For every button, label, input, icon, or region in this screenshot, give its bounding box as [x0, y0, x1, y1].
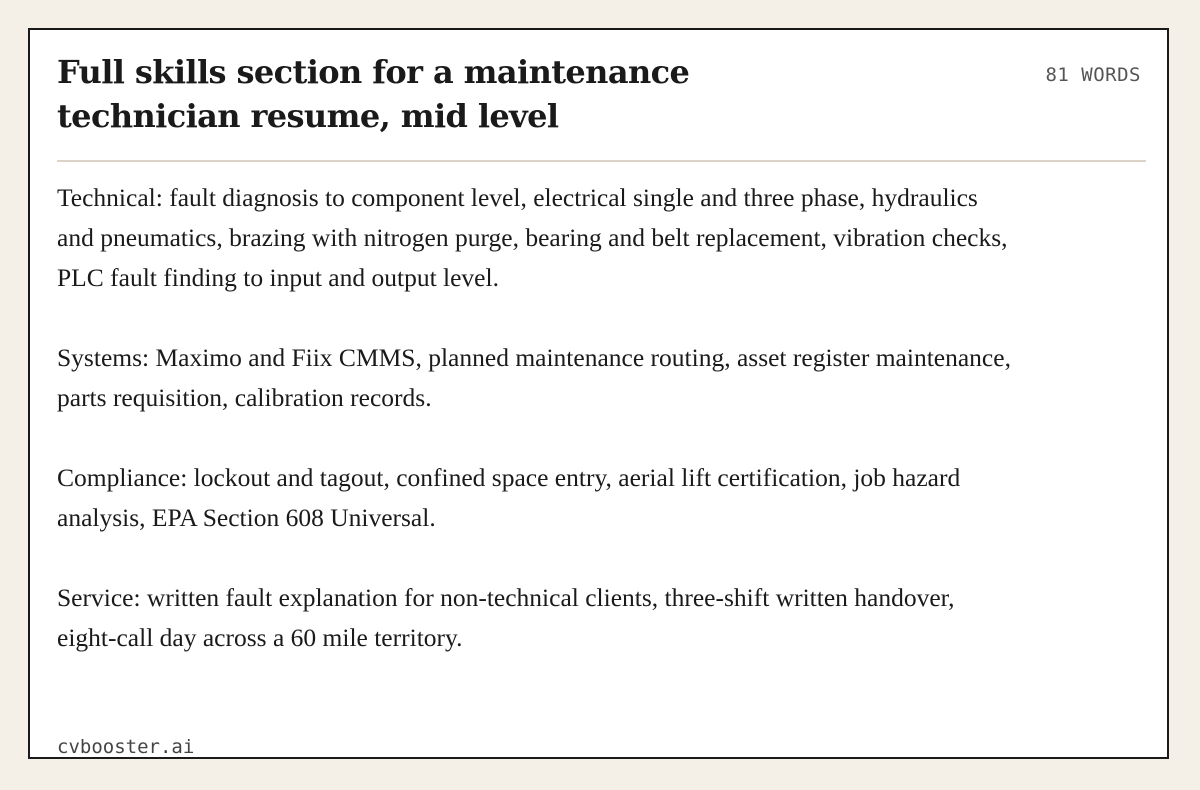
skills-paragraph-systems: Systems: Maximo and Fiix CMMS, planned maintenance routing, asset register maintenance, parts requisition, calibration records.	[57, 343, 1011, 412]
skills-paragraph-technical: Technical: fault diagnosis to component level, electrical single and three phase, hydraulics and pneumatics, brazing with nitrogen purge, bearing and belt replacement, vibration checks, PLC fault finding to input and output level.	[57, 183, 1008, 292]
skills-paragraph-service: Service: written fault explanation for non-technical clients, three-shift written handover, eight-call day across a 60 mile territory.	[57, 583, 955, 652]
card-title: Full skills section for a maintenance technician resume, mid level	[57, 53, 690, 135]
footer-brand: cvbooster.ai	[57, 736, 195, 758]
skills-card	[28, 28, 1169, 759]
title-divider	[57, 160, 1146, 162]
word-count-badge: 81 WORDS	[1045, 64, 1141, 86]
skills-paragraph-compliance: Compliance: lockout and tagout, confined space entry, aerial lift certification, job hazard analysis, EPA Section 608 Universal.	[57, 463, 961, 532]
skills-body	[57, 178, 1017, 698]
